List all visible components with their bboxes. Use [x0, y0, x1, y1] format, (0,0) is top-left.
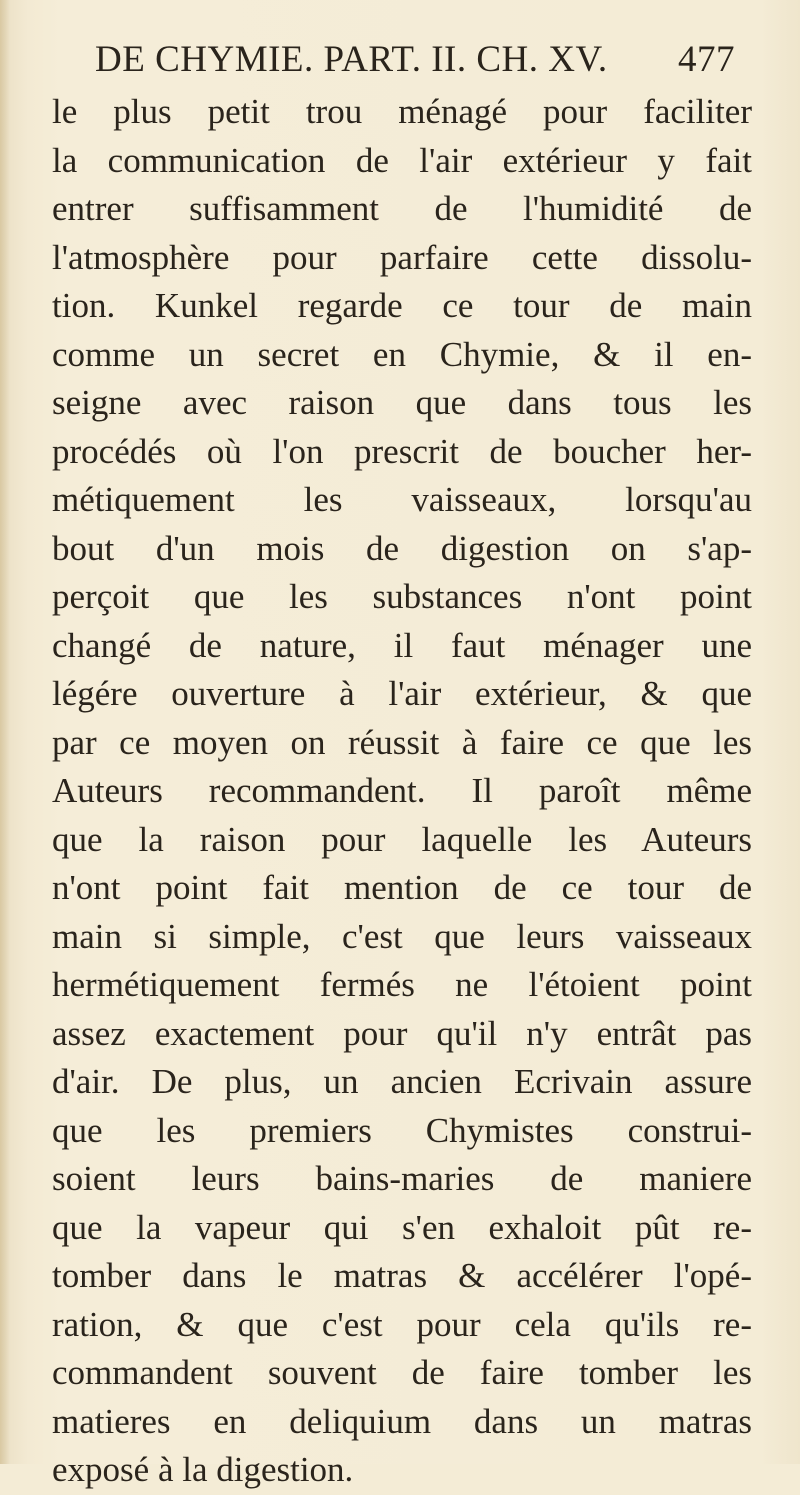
- text-line: par ce moyen on réussit à faire ce que les: [52, 722, 752, 762]
- text-line: que la vapeur qui s'en exhaloit pût re-: [52, 1207, 752, 1247]
- text-line: changé de nature, il faut ménager une: [52, 625, 752, 665]
- text-line: d'air. De plus, un ancien Ecrivain assure: [52, 1062, 752, 1101]
- text-line: la communication de l'air extérieur y fait: [52, 140, 752, 180]
- text-line: perçoit que les substances n'ont point: [52, 577, 752, 616]
- text-line: tion. Kunkel regarde ce tour de main: [52, 286, 752, 325]
- running-head: [95, 38, 735, 92]
- text-line: procédés où l'on prescrit de boucher her-: [52, 431, 752, 471]
- text-line: assez exactement pour qu'il n'y entrât pas: [52, 1013, 752, 1053]
- text-line: que les premiers Chymistes construi-: [52, 1110, 752, 1150]
- text-line: tomber dans le matras & accélérer l'opé-: [52, 1256, 752, 1295]
- text-line: n'ont point fait mention de ce tour de: [52, 868, 752, 907]
- text-line: l'atmosphère pour parfaire cette dissolu-: [52, 237, 752, 277]
- binding-edge: [0, 0, 10, 1464]
- text-line: entrer suffisamment de l'humidité de: [52, 189, 752, 228]
- text-line: Auteurs recommandent. Il paroît même: [52, 771, 752, 810]
- text-line: matieres en deliquium dans un matras: [52, 1401, 752, 1441]
- running-head-title: DE CHYMIE. PART. II. CH. XV.: [95, 39, 608, 80]
- body-text: [52, 88, 752, 1495]
- text-line: commandent souvent de faire tomber les: [52, 1353, 752, 1392]
- text-line: légére ouverture à l'air extérieur, & que: [52, 674, 752, 713]
- text-line: bout d'un mois de digestion on s'ap-: [52, 528, 752, 568]
- text-line: soient leurs bains-maries de maniere: [52, 1159, 752, 1198]
- text-line: que la raison pour laquelle les Auteurs: [52, 819, 752, 859]
- text-line: métiquement les vaisseaux, lorsqu'au: [52, 480, 752, 519]
- text-line: main si simple, c'est que leurs vaisseaux: [52, 916, 752, 956]
- text-line: hermétiquement fermés ne l'étoient point: [52, 965, 752, 1004]
- text-line-final: exposé à la digestion.: [52, 1450, 354, 1489]
- text-line: ration, & que c'est pour cela qu'ils re-: [52, 1304, 752, 1344]
- page-number: 477: [678, 39, 735, 80]
- text-line: le plus petit trou ménagé pour faciliter: [52, 92, 752, 131]
- text-line: seigne avec raison que dans tous les: [52, 383, 752, 422]
- text-line: comme un secret en Chymie, & il en-: [52, 334, 752, 374]
